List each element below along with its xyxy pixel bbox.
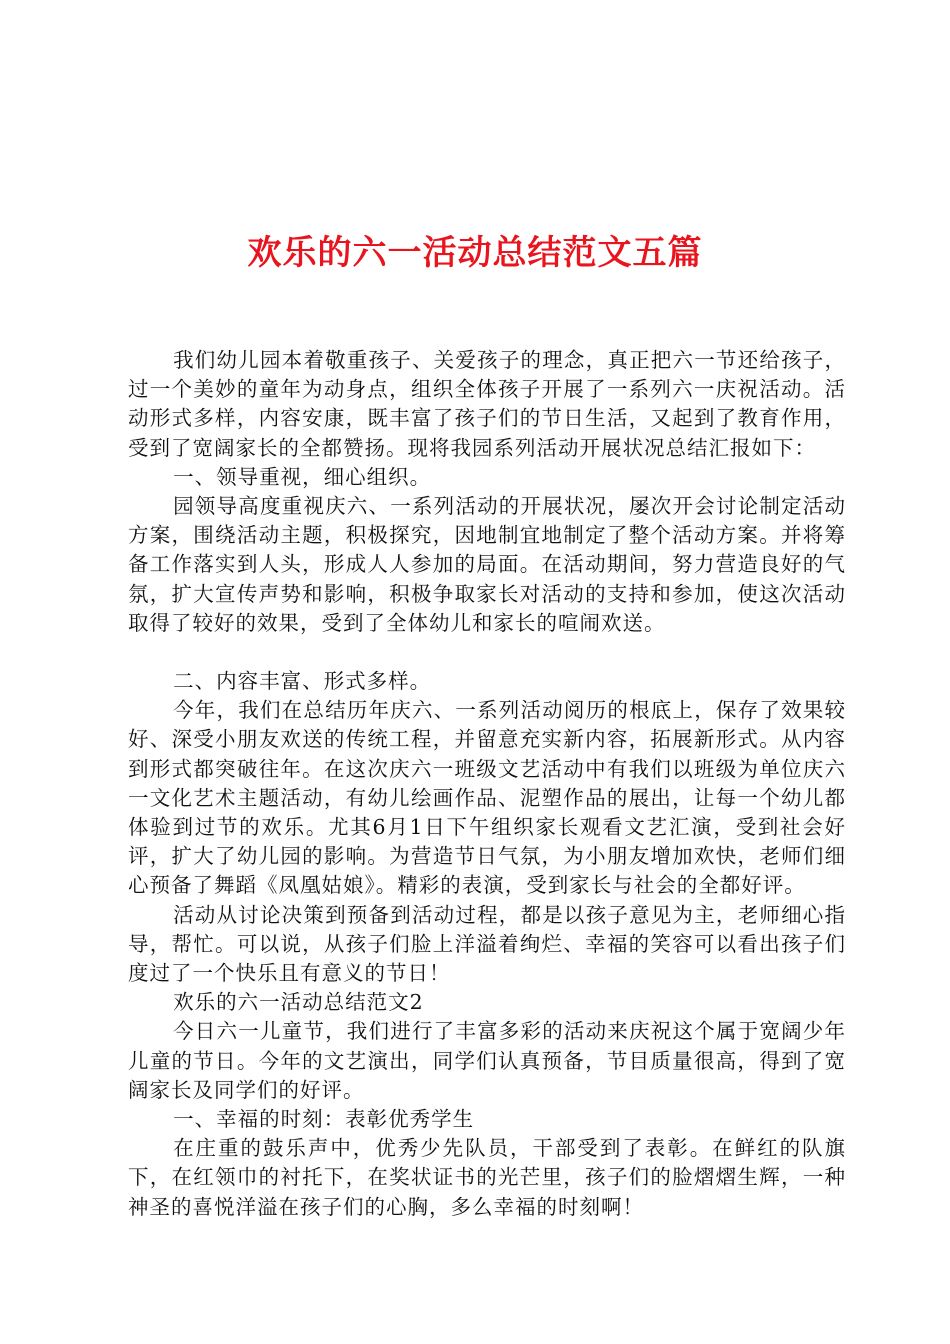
section-heading-content: 二、内容丰富、形式多样。 [173,669,432,694]
subtitle-sample-2: 欢乐的六一活动总结范文2 [173,990,424,1015]
section-heading-awards: 一、幸福的时刻：表彰优秀学生 [173,1107,475,1132]
paragraph-awards: 在庄重的鼓乐声中，优秀少先队员，干部受到了表彰。在鲜红的队旗下，在红领巾的衬托下，在奖状证书的光芒里，孩子们的脸熠熠生辉，一种神圣的喜悦洋溢在孩子们的心胸，多么幸福的时刻啊！ [128,1136,846,1219]
paragraph-sample-2-intro: 今日六一儿童节，我们进行了丰富多彩的活动来庆祝这个属于宽阔少年儿童的节日。今年的文艺演出，同学们认真预备，节目质量很高，得到了宽阔家长及同学们的好评。 [128,1019,846,1102]
paragraph-intro: 我们幼儿园本着敬重孩子、关爱孩子的理念，真正把六一节还给孩子，过一个美妙的童年为动身点，组织全体孩子开展了一系列六一庆祝活动。活动形式多样，内容安康，既丰富了孩子们的节日生活，又起到了教育作用，受到了宽阔家长的全都赞扬。现将我园系列活动开展状况总结汇报如下： [128,348,846,460]
paragraph-leadership: 园领导高度重视庆六、一系列活动的开展状况，屡次开会讨论制定活动方案，围绕活动主题，积极探究，因地制宜地制定了整个活动方案。并将筹备工作落实到人头，形成人人参加的局面。在活动期间，努力营造良好的气氛，扩大宣传声势和影响，积极争取家长对活动的支持和参加，使这次活动取得了较好的效果，受到了全体幼儿和家长的喧闹欢送。 [128,494,846,635]
document-body [128,346,846,1222]
paragraph-summary: 活动从讨论决策到预备到活动过程，都是以孩子意见为主，老师细心指导，帮忙。可以说，从孩子们脸上洋溢着绚烂、幸福的笑容可以看出孩子们度过了一个快乐且有意义的节日！ [128,902,846,986]
section-heading-leadership: 一、领导重视，细心组织。 [173,464,432,489]
paragraph-content: 今年，我们在总结历年庆六、一系列活动阅历的根底上，保存了效果较好、深受小朋友欢送的传统工程，并留意充实新内容，拓展新形式。从内容到形式都突破往年。在这次庆六一班级文艺活动中有我们以班级为单位庆六一文化艺术主题活动，有幼儿绘画作品、泥塑作品的展出，让每一个幼儿都体验到过节的欢乐。尤其6月1日下午组织家长观看文艺汇演，受到社会好评，扩大了幼儿园的影响。为营造节日气氛，为小朋友增加欢快，老师们细心预备了舞蹈《凤凰姑娘》。精彩的表演，受到家长与社会的全都好评。 [128,698,846,898]
document-title: 欢乐的六一活动总结范文五篇 [247,232,703,273]
